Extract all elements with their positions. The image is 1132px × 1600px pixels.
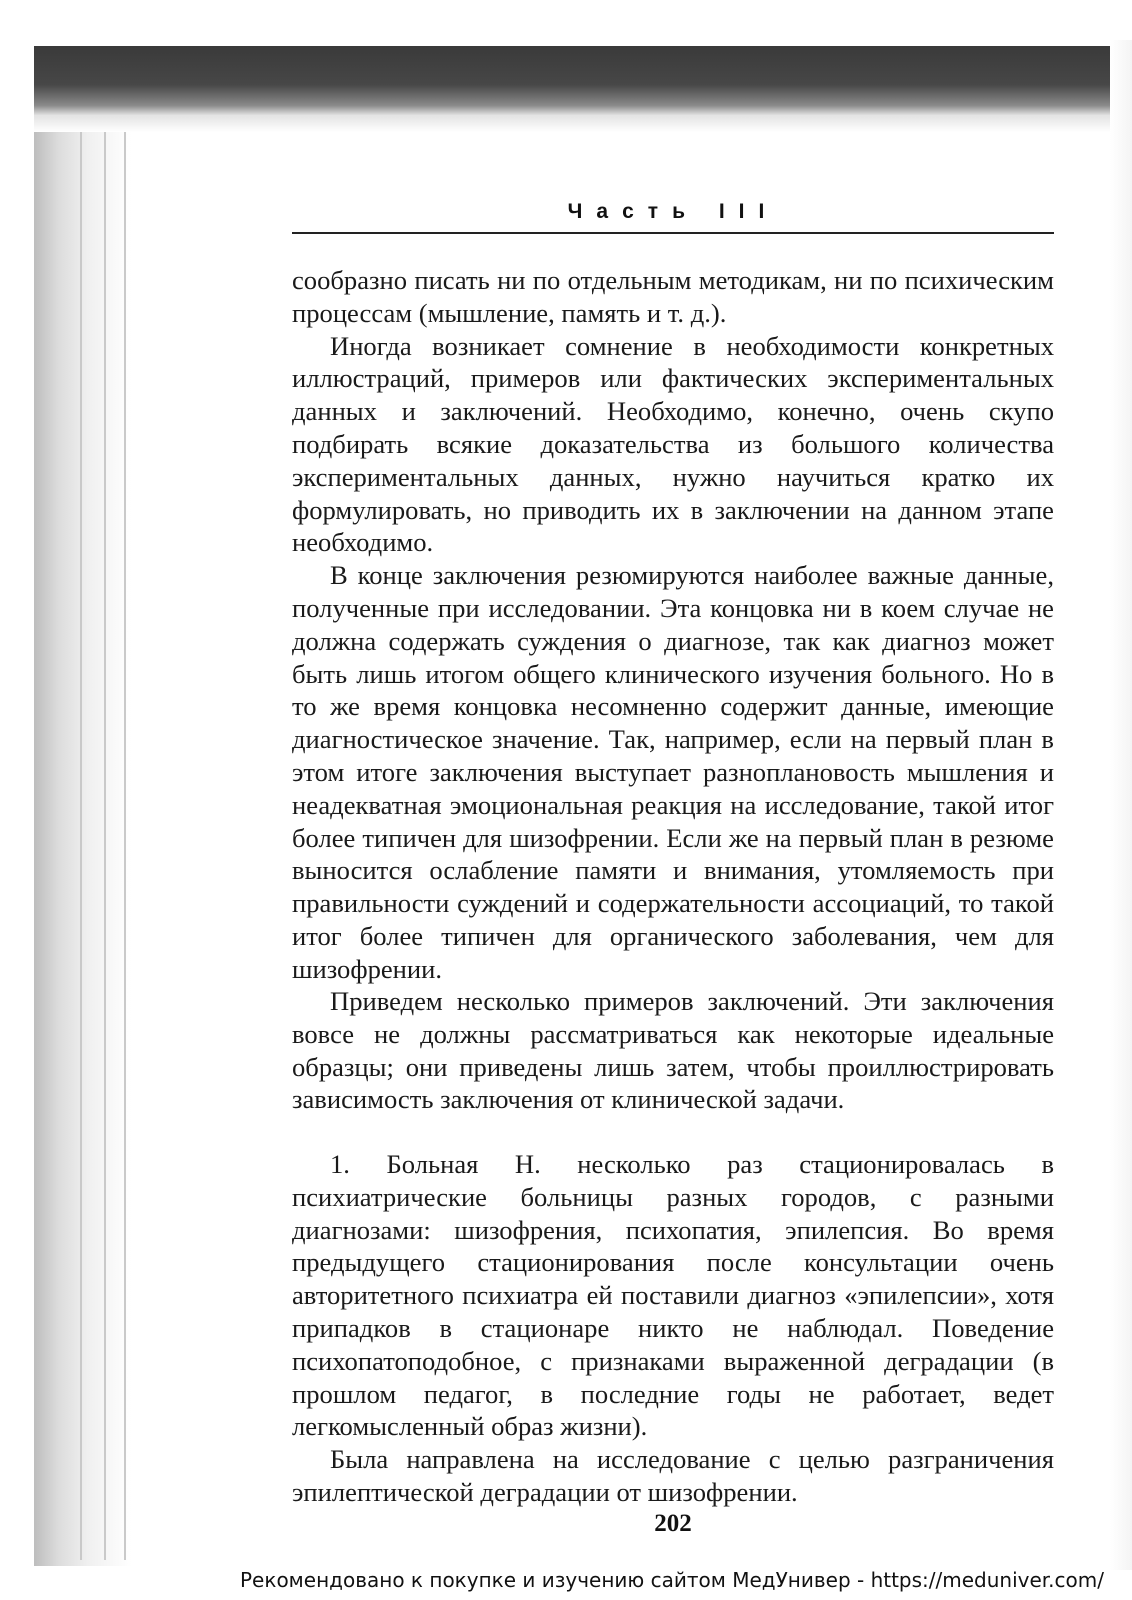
paragraph: Приведем несколько примеров заключений. Эти заключения вовсе не должны рассматриваться как некоторые идеальные образцы; они приведены лишь затем, чтобы проиллюстрировать зависимость заключения от клинической задачи. bbox=[292, 986, 1054, 1115]
paragraph: сообразно писать ни по отдельным методикам, ни по психическим процессам (мышление, память и т. д.). bbox=[292, 265, 1054, 328]
footer-watermark: Рекомендовано к покупке и изучению сайтом МедУнивер - https://meduniver.com/ bbox=[240, 1568, 1104, 1592]
text-block-case bbox=[292, 1148, 1054, 1509]
text-block-examples bbox=[292, 985, 1054, 1116]
running-head: Часть III bbox=[567, 200, 779, 223]
running-head-rule bbox=[292, 232, 1054, 234]
text-block-top bbox=[292, 264, 1054, 986]
paragraph: В конце заключения резюмируются наиболее важные данные, полученные при исследовании. Эта концовка ни в коем случае не должна содержать суждения о диагнозе, так как диагноз может быть лишь итогом общего клинического изучения больного. Но в то же время концовка несомненно содержит данные, имеющие диагностическое значение. Так, например, если на первый план в этом итоге заключения выступает разноплановость мышления и неадекватная эмоциональная реакция на исследование, такой итог более типичен для шизофрении. Если же на первый план в резюме выносится ослабление памяти и внимания, утомляемость при правильности суждений и содержательности ассоциаций, то такой итог более типичен для органического заболевания, чем для шизофрении. bbox=[292, 560, 1054, 984]
paragraph: Иногда возникает сомнение в необходимости конкретных иллюстраций, примеров или фактических экспериментальных данных и заключений. Необходимо, конечно, очень скупо подбирать всякие доказательства из большого количества экспериментальных данных, нужно научиться кратко их формулировать, но приводить их в заключении на данном этапе необходимо. bbox=[292, 330, 1054, 558]
paragraph: Была направлена на исследование с целью разграничения эпилептической деградации от шизофрении. bbox=[292, 1444, 1054, 1507]
paragraph: 1. Больная Н. несколько раз стационировалась в психиатрические больницы разных городов, с разными диагнозами: шизофрения, психопатия, эпилепсия. Во время предыдущего стационирования после консультации очень авторитетного психиатра ей поставили диагноз «эпилепсии», хотя припадков в стационаре никто не наблюдал. Поведение психопатоподобное, с признаками выраженной деградации (в прошлом педагог, в последние годы не работает, ведет легкомысленный образ жизни). bbox=[292, 1149, 1054, 1442]
page-number: 202 bbox=[654, 1510, 692, 1537]
